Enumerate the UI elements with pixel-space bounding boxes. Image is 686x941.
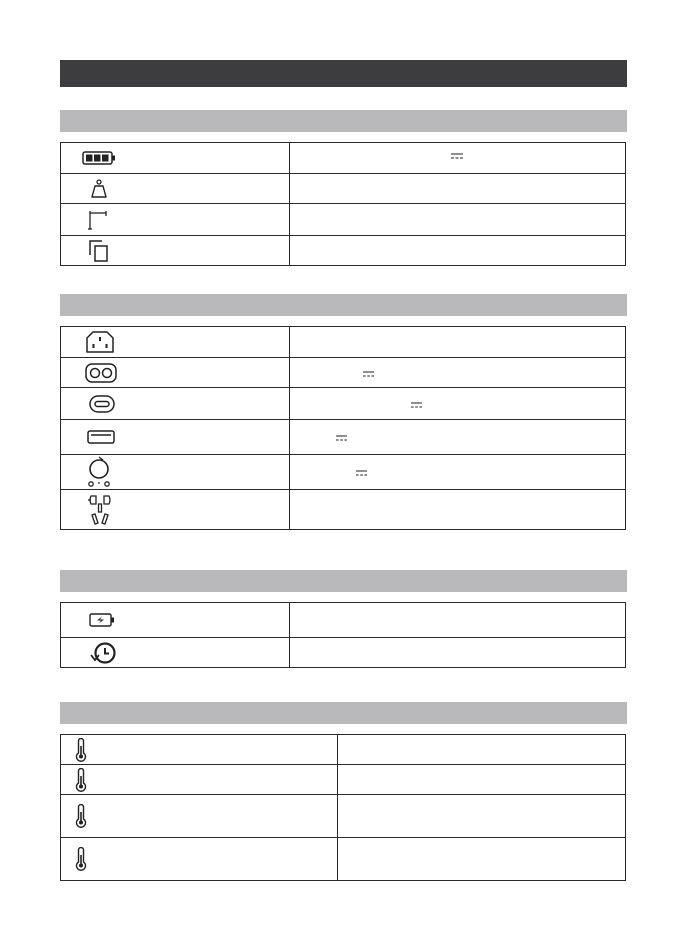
section-band-2 (60, 294, 627, 316)
dc-current-symbol (356, 469, 367, 477)
dimensions-icon (88, 210, 108, 230)
table-row (61, 490, 626, 530)
charge-cycle-icon (90, 641, 116, 665)
spec-table-3 (60, 602, 626, 668)
table-row (61, 455, 626, 490)
table-row (61, 765, 626, 795)
dc-current-symbol (336, 434, 347, 442)
table-row (61, 603, 626, 638)
section-band-1 (60, 110, 627, 132)
table-row (61, 174, 626, 204)
table-row (61, 236, 626, 266)
table-row (61, 735, 626, 765)
table-row (61, 204, 626, 236)
spec-table-2 (60, 326, 626, 530)
usb-a-port-icon (87, 429, 115, 445)
weight-icon (90, 179, 108, 199)
ac-socket-icon (86, 331, 114, 353)
table-row (61, 388, 626, 420)
header-bar (60, 60, 627, 87)
car-outlet-icon (87, 456, 111, 488)
usb-c-port-icon (89, 395, 115, 413)
spec-table-1 (60, 142, 626, 266)
battery-charging-icon (89, 613, 115, 627)
dc-current-symbol (411, 401, 422, 409)
thermometer-icon (75, 804, 87, 828)
dc-current-symbol (451, 152, 463, 160)
table-row (61, 795, 626, 838)
table-row (61, 838, 626, 881)
thermometer-icon (75, 768, 87, 792)
plug-adapters-icon (88, 494, 112, 526)
section-band-4 (60, 702, 627, 724)
table-row (61, 143, 626, 174)
table-row (61, 420, 626, 455)
dc-current-symbol (363, 370, 374, 378)
copy-icon (88, 239, 110, 263)
dc-5521-port-icon (85, 363, 117, 383)
table-row (61, 638, 626, 668)
section-band-3 (60, 570, 627, 592)
table-row (61, 358, 626, 388)
thermometer-icon (75, 738, 87, 762)
table-row (61, 327, 626, 358)
thermometer-icon (75, 847, 87, 871)
spec-table-4 (60, 734, 626, 881)
battery-icon (82, 151, 116, 165)
